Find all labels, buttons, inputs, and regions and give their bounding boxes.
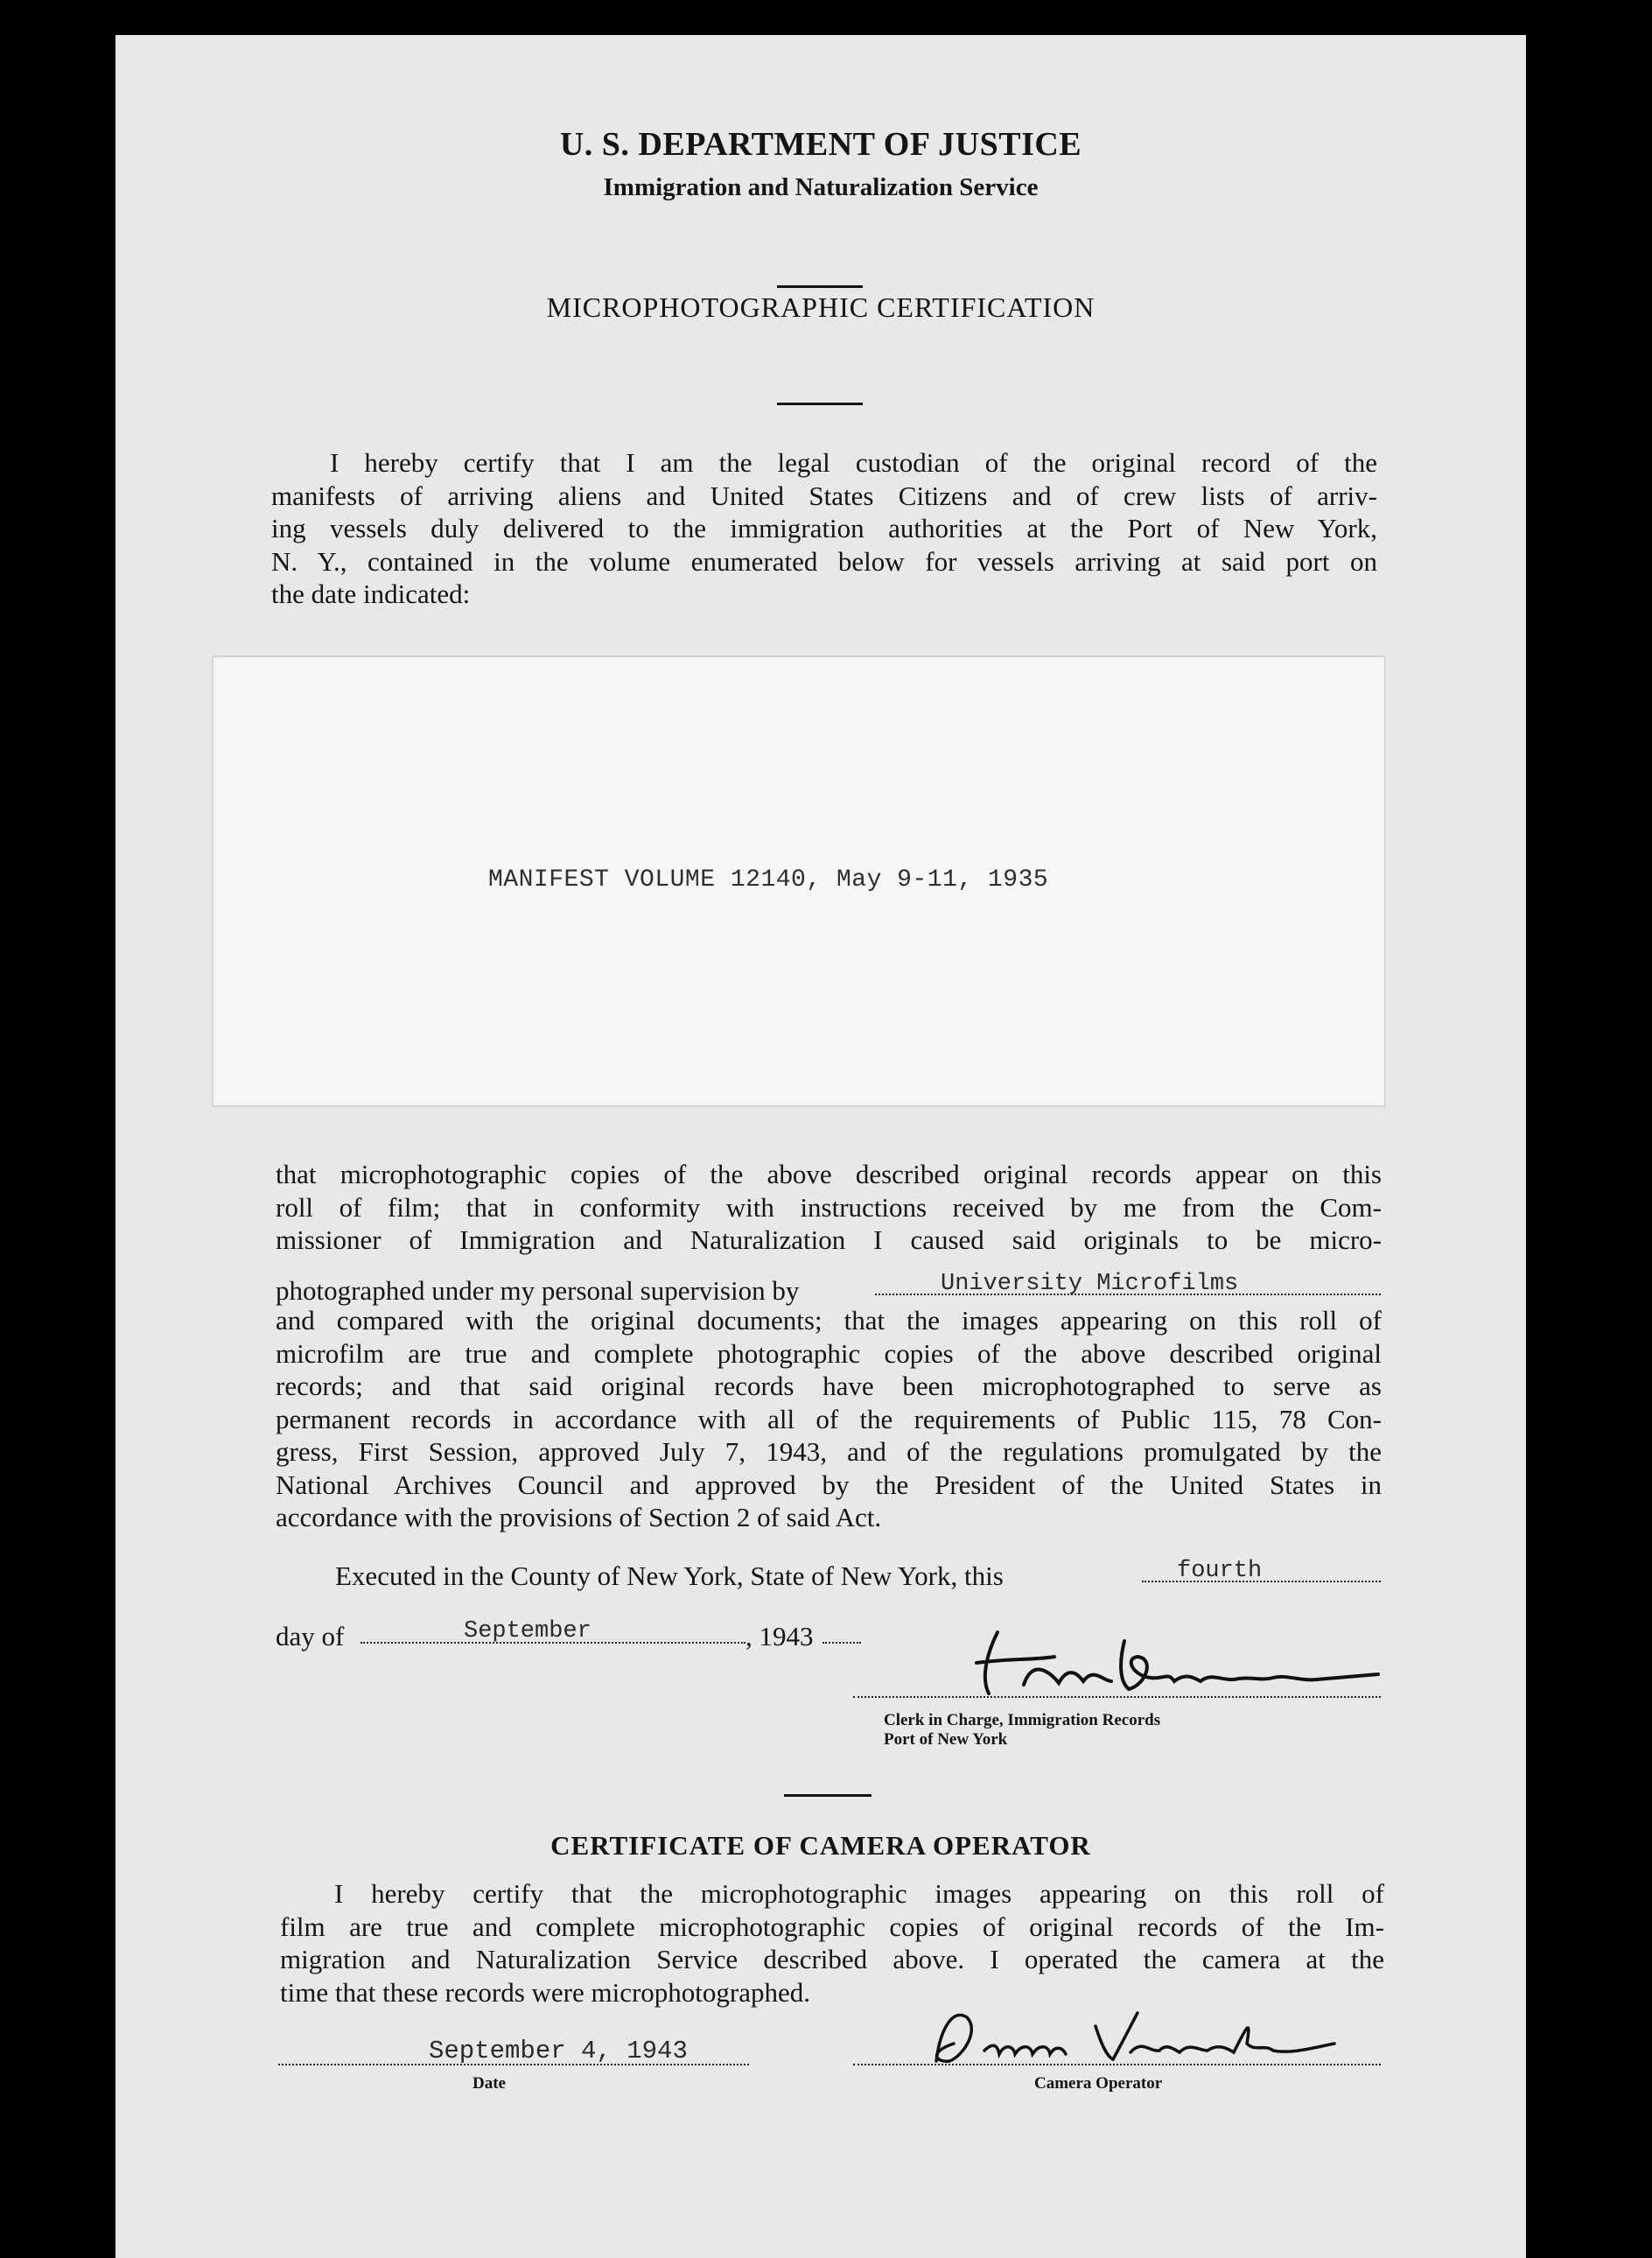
date-label: Date xyxy=(472,2074,506,2093)
clerk-title: Clerk in Charge, Immigration Records xyxy=(884,1711,1161,1729)
paragraph-line: film are true and complete microphotographic copies of original records of the Im- xyxy=(280,1911,1384,1942)
paragraph-line: National Archives Council and approved by the President of the United States in xyxy=(276,1469,1382,1500)
paragraph-line: and compared with the original documents; that the images appearing on this roll of xyxy=(276,1305,1382,1336)
paragraph-line: I hereby certify that the microphotographic images appearing on this roll of xyxy=(334,1878,1384,1909)
executed-day: fourth xyxy=(1177,1558,1263,1584)
supervision-line xyxy=(276,1275,799,1307)
supervision-value: University Microfilms xyxy=(941,1271,1239,1297)
paragraph-line: N. Y., contained in the volume enumerated below for vessels arriving at said port on xyxy=(271,545,1377,577)
divider xyxy=(784,1794,872,1797)
paragraph-line: accordance with the provisions of Section 2 of said Act. xyxy=(276,1502,882,1532)
clerk-signature xyxy=(971,1623,1382,1707)
paragraph-line: missioner of Immigration and Naturalization I caused said originals to be micro- xyxy=(276,1224,1382,1255)
operator-signature xyxy=(901,2000,1339,2074)
certification-heading: MICROPHOTOGRAPHIC CERTIFICATION xyxy=(546,291,1096,323)
intro-paragraph xyxy=(271,446,1377,611)
divider xyxy=(777,285,863,288)
date-value: September 4, 1943 xyxy=(429,2037,688,2065)
paragraph-line: migration and Naturalization Service described above. I operated the camera at the xyxy=(280,1944,1384,1974)
paragraph-line: the date indicated: xyxy=(271,579,471,609)
body-paragraph-continued xyxy=(276,1304,1382,1534)
divider xyxy=(777,403,863,405)
paragraph-line: permanent records in accordance with all of the requirements of Public 115, 78 Con- xyxy=(276,1403,1382,1434)
camera-operator-heading: CERTIFICATE OF CAMERA OPERATOR xyxy=(550,1830,1091,1861)
executed-year: , 1943 xyxy=(746,1621,814,1651)
camera-operator-label: Camera Operator xyxy=(1034,2074,1163,2093)
camera-operator-paragraph xyxy=(280,1877,1384,2009)
paragraph-line: ing vessels duly delivered to the immigration authorities at the Port of New York, xyxy=(271,513,1377,543)
supervision-prefix: photographed under my personal supervision by xyxy=(276,1275,800,1306)
clerk-office: Port of New York xyxy=(884,1730,1008,1749)
body-paragraph xyxy=(276,1158,1382,1257)
paragraph-line: time that these records were microphotographed. xyxy=(280,1976,810,2008)
executed-prefix: Executed in the County of New York, State of New York, this xyxy=(335,1560,1004,1591)
executed-month: September xyxy=(464,1618,592,1644)
paragraph-line: I hereby certify that I am the legal custodian of the original record of the xyxy=(330,447,1377,478)
year-fill-line xyxy=(822,1642,861,1644)
paragraph-line: that microphotographic copies of the above described original records appear on this xyxy=(276,1159,1382,1189)
manifest-entry: MANIFEST VOLUME 12140, May 9-11, 1935 xyxy=(488,866,1049,894)
page-title: U. S. DEPARTMENT OF JUSTICE xyxy=(559,126,1082,163)
paragraph-line: roll of film; that in conformity with instructions received by me from the Com- xyxy=(276,1191,1382,1223)
paragraph-line: records; and that said original records have been microphotographed to serve as xyxy=(276,1371,1382,1401)
day-of-label: day of xyxy=(276,1621,345,1651)
page-subtitle: Immigration and Naturalization Service xyxy=(603,173,1039,201)
paragraph-line: microfilm are true and complete photographic copies of the above described original xyxy=(276,1337,1382,1369)
paragraph-line: gress, First Session, approved July 7, 1943, and of the regulations promulgated by the xyxy=(276,1436,1382,1467)
paragraph-line: manifests of arriving aliens and United States Citizens and of crew lists of arriv- xyxy=(271,480,1377,511)
